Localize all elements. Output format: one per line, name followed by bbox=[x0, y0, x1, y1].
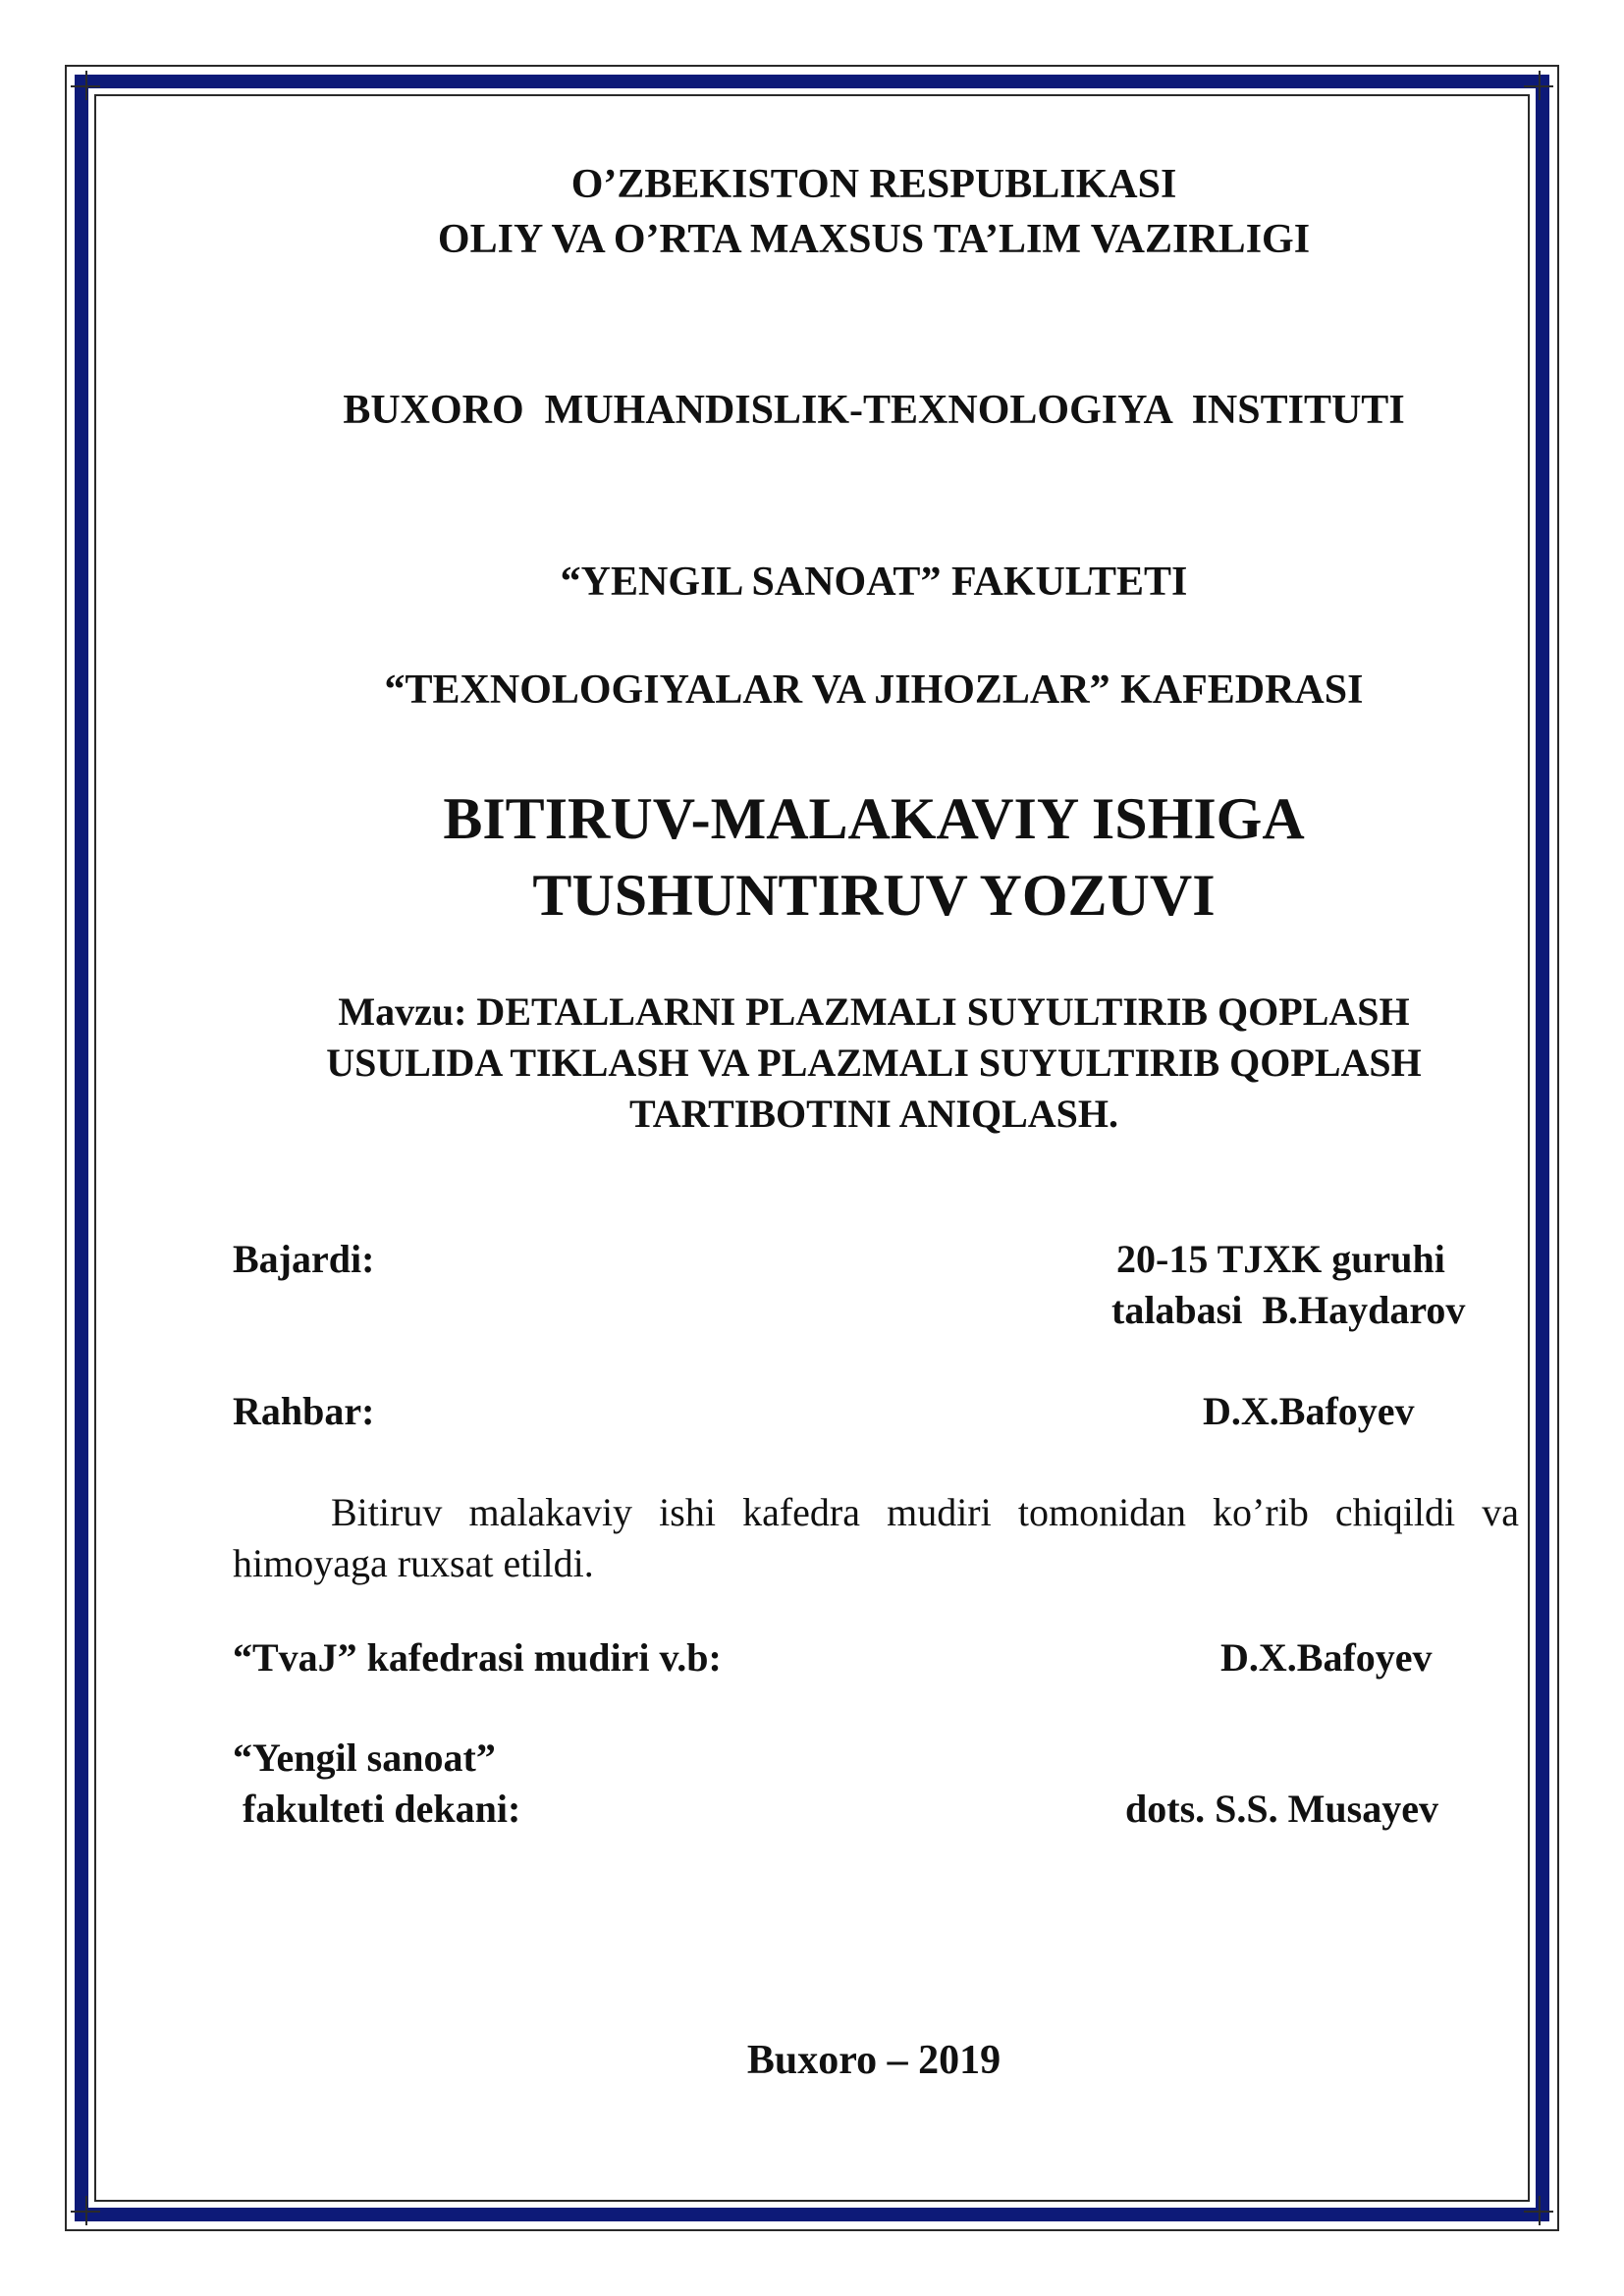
institute-heading bbox=[226, 383, 1522, 438]
ministry-line: O’ZBEKISTON RESPUBLIKASI bbox=[570, 162, 1177, 207]
ministry-heading bbox=[226, 157, 1522, 267]
corner-ornament bbox=[1524, 2196, 1553, 2225]
approval-paragraph: Bitiruv malakaviy ishi kafedra mudiri tomonidan ko’rib chiqildi va himoyaga ruxsat etildi. bbox=[233, 1490, 1519, 1585]
dean-label-line2: fakulteti dekani: bbox=[233, 1787, 521, 1831]
topic-block bbox=[177, 987, 1571, 1140]
faculty-heading bbox=[177, 555, 1571, 610]
performed-student: talabasi B.Haydarov bbox=[1111, 1288, 1466, 1332]
topic-line: TARTIBOTINI ANIQLASH. bbox=[629, 1092, 1118, 1136]
faculty-name: “YENGIL SANOAT” FAKULTETI bbox=[560, 560, 1188, 605]
corner-ornament bbox=[71, 71, 100, 100]
performed-label: Bajardi: bbox=[233, 1237, 375, 1281]
head-of-department-name: D.X.Bafoyev bbox=[1220, 1635, 1433, 1680]
dean-name: dots. S.S. Musayev bbox=[1125, 1787, 1438, 1831]
institute-name: BUXORO MUHANDISLIK-TEXNOLOGIYA INSTITUTI bbox=[343, 388, 1405, 433]
document-title bbox=[177, 780, 1571, 934]
title-line: TUSHUNTIRUV YOZUVI bbox=[532, 863, 1216, 928]
topic-line: Mavzu: DETALLARNI PLAZMALI SUYULTIRIB QOPLASH bbox=[338, 989, 1410, 1034]
city-year: Buxoro – 2019 bbox=[746, 2038, 1001, 2083]
performed-group: 20-15 TJXK guruhi bbox=[1116, 1237, 1445, 1281]
corner-ornament bbox=[1524, 71, 1553, 100]
department-heading bbox=[177, 663, 1571, 718]
topic-line: USULIDA TIKLASH VA PLAZMALI SUYULTIRIB QOPLASH bbox=[326, 1041, 1422, 1085]
corner-ornament bbox=[71, 2196, 100, 2225]
department-name: “TEXNOLOGIYALAR VA JIHOZLAR” KAFEDRASI bbox=[384, 667, 1364, 713]
dean-label-line1: “Yengil sanoat” bbox=[233, 1735, 496, 1780]
title-line: BITIRUV-MALAKAVIY ISHIGA bbox=[443, 786, 1305, 851]
supervisor-name: D.X.Bafoyev bbox=[1203, 1389, 1415, 1433]
supervisor-label: Rahbar: bbox=[233, 1389, 375, 1433]
head-of-department-label: “TvaJ” kafedrasi mudiri v.b: bbox=[233, 1635, 722, 1680]
ministry-line: OLIY VA O’RTA MAXSUS TA’LIM VAZIRLIGI bbox=[437, 217, 1311, 262]
